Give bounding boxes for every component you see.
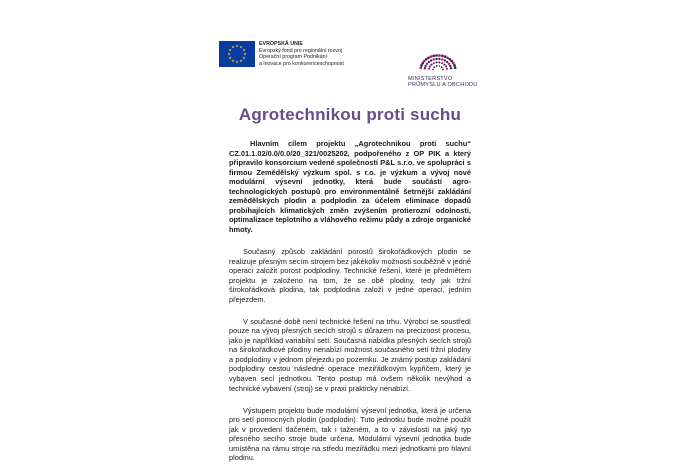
- ministry-dot-icon: [425, 58, 428, 61]
- ministry-dot-icon: [449, 65, 451, 67]
- ministry-dot-icon: [430, 55, 433, 58]
- eu-logo-line: a inovace pro konkurenceschopnost: [259, 60, 344, 67]
- eu-logo-line: EVROPSKÁ UNIE: [259, 41, 303, 47]
- ministry-dot-icon: [424, 65, 426, 67]
- ministry-dot-icon: [432, 68, 434, 70]
- ministry-dot-icon: [438, 54, 441, 57]
- ministry-dot-icon: [444, 55, 447, 58]
- document-title: Agrotechnikou proti suchu: [238, 105, 462, 124]
- ministry-dot-icon: [424, 67, 426, 69]
- ministry-dot-icon: [438, 58, 440, 60]
- ministry-dot-icon: [450, 67, 452, 69]
- ministry-dot-icon: [426, 63, 428, 65]
- eu-logo-text: [259, 41, 344, 67]
- ministry-dot-icon: [441, 62, 443, 64]
- paragraph: V současné době není technické řešení na trhu. Výrobci se soustředí pouze na vývoj přesných secích strojů s důrazem na preciznost procesu, jako je například variabilní setí. Současná nabídka přesných secích strojů na širokořádkové plodiny nenabízí možnost současného setí tržní plodiny a podplodiny v jednom přejezdu po pozemku. Je známý postup zakládání podplodiny cestou následné operace meziřádkovým kypřičem, který je vybaven secí jednotkou. Tento postup má ovšem několik nevýhod a technické vybavení (stroj) se v praxi prakticky nenabízí.: [229, 316, 471, 393]
- ministry-globe-icon: [418, 44, 458, 74]
- document-body: [229, 139, 471, 475]
- ministry-dot-icon: [419, 66, 422, 69]
- ministry-dot-icon: [428, 61, 430, 63]
- ministry-dot-icon: [432, 55, 435, 58]
- ministry-dot-icon: [427, 56, 430, 59]
- ministry-dot-icon: [441, 58, 443, 60]
- ministry-dot-icon: [433, 58, 435, 60]
- ministry-dot-icon: [453, 64, 456, 67]
- ministry-dot-icon: [438, 61, 440, 63]
- ministry-dot-icon: [433, 62, 435, 64]
- ministry-dot-icon: [431, 64, 433, 66]
- ministry-logo-text: [408, 76, 478, 89]
- eu-flag-icon: [219, 41, 255, 67]
- ministry-dot-icon: [435, 54, 438, 57]
- paragraph-intro: Hlavním cílem projektu „Agrotechnikou proti suchu“ CZ.01.1.02/0.0/0.0/20_321/0025202, podpořeného z OP PIK a který připravilo konsorcium vedené společností P&L s.r.o. ve spolupráci s firmou Zemědělský výzkum spol. s r.o. je výzkum a vývoj nové modulární výsevní jednotky, která bude součástí agro-technologických postupů pro environmentálně šetrnější zakládání zemědělských plodin a podplodin za účelem eliminace dopadů probíhajících klimatických změn zvýšením protierozní odolnosti, optimalizace teplotního a vláhového režimu půdy a zdroje organické hmoty.: [229, 139, 471, 234]
- ministry-dot-icon: [454, 66, 457, 69]
- ministry-dot-icon: [435, 58, 437, 60]
- ministry-dot-icon: [428, 68, 430, 70]
- ministry-dot-icon: [443, 64, 445, 66]
- ministry-dot-icon: [446, 56, 449, 59]
- ministry-dot-icon: [429, 65, 431, 67]
- ministry-dot-icon: [448, 63, 450, 65]
- ministry-dot-icon: [442, 68, 444, 70]
- eu-logo-line: Operační program Podnikání: [259, 54, 328, 61]
- paragraph: Výstupem projektu bude modulární výsevní jednotka, která je určena pro setí pomocných plodin (podplodin). Tuto jednotku bude možné použít jak v provedení tlačeném, tak i taženém, a to v závislosti na jaký typ přesného secího stroje bude určena. Modulární výsevní jednotka bude umístěna na rámu stroje na středu meziřádku mezi jednotkami pro hlavní plodinu.: [229, 405, 471, 463]
- ministry-dot-icon: [436, 65, 438, 67]
- ministry-dot-icon: [436, 61, 438, 63]
- ministry-dot-icon: [441, 55, 444, 58]
- ministry-dot-icon: [438, 65, 440, 67]
- ministry-dot-icon: [445, 65, 447, 67]
- ministry-dot-icon: [430, 59, 432, 61]
- eu-logo: [219, 41, 344, 67]
- ministry-dot-icon: [441, 66, 443, 68]
- ministry-dot-icon: [446, 61, 448, 63]
- ministry-dot-icon: [433, 66, 435, 68]
- ministry-logo-line: PRŮMYSLU A OBCHODU: [408, 82, 478, 89]
- paragraph: Současný způsob zakládání porostů širokořádkových plodin se realizuje přesným secím strojem bez jakékoliv možnosti souběžně v jedné operaci založit porost podplodiny. Technické řešení, které je předmětem projektu je založeno na tom, že se obě plodiny, tedy jak tržní širokořádková plodina, tak podplodina založí v jedné operaci, jedním přejezdem.: [229, 246, 471, 304]
- ministry-logo-line: MINISTERSTVO: [408, 76, 453, 82]
- ministry-dot-icon: [446, 68, 448, 70]
- eu-logo-line: Evropský fond pro regionální rozvoj: [259, 47, 343, 54]
- ministry-dot-icon: [444, 59, 446, 61]
